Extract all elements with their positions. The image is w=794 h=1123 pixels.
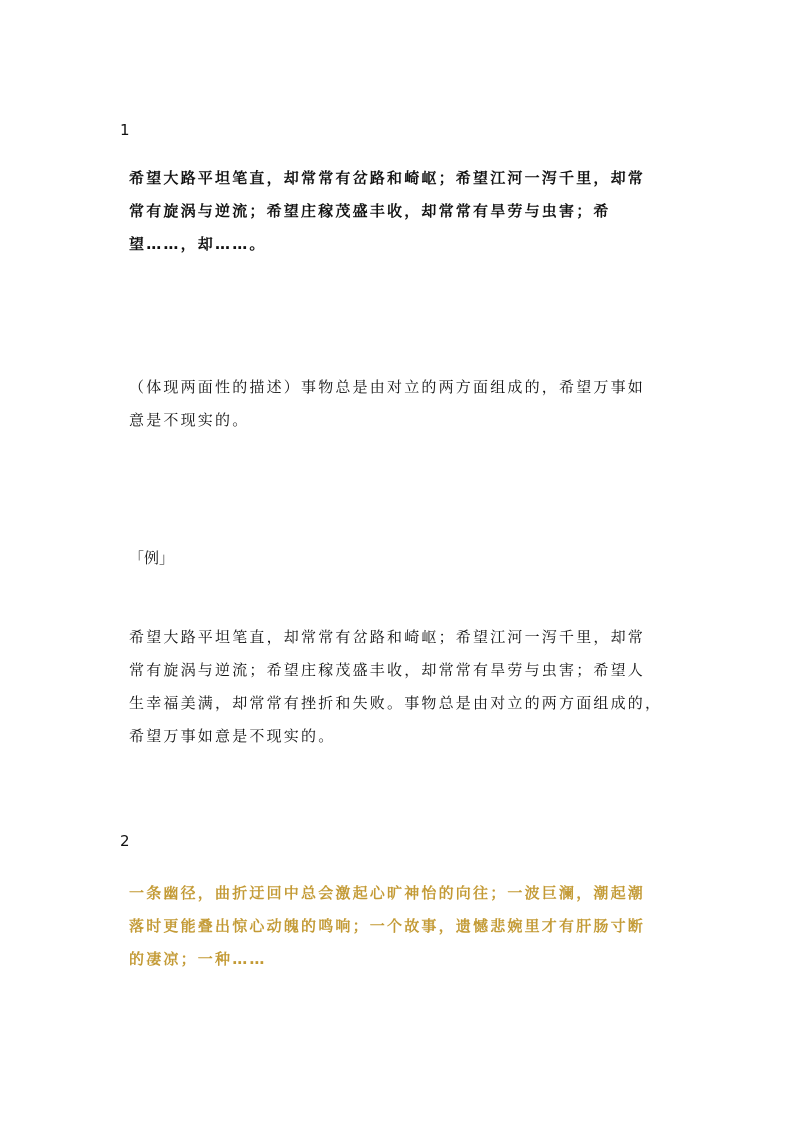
paragraph-line: 常有旋涡与逆流；希望庄稼茂盛丰收，却常常有旱劳与虫害；希 xyxy=(129,202,611,220)
paragraph-line: 希望万事如意是不现实的。 xyxy=(129,727,336,745)
note-paragraph xyxy=(129,371,677,437)
paragraph-line: 的凄凉；一种…… xyxy=(129,950,267,968)
example-label: 「例」 xyxy=(129,549,175,567)
section-number-2: 2 xyxy=(120,832,130,850)
paragraph-line: 生幸福美满，却常常有挫折和失败。事物总是由对立的两方面组成的， xyxy=(129,694,663,712)
paragraph-line: 望……，却……。 xyxy=(129,235,267,253)
example-paragraph xyxy=(129,621,677,753)
paragraph-line: 常有旋涡与逆流；希望庄稼茂盛丰收，却常常有旱劳与虫害；希望人 xyxy=(129,661,646,679)
paragraph-line: 意是不现实的。 xyxy=(129,411,250,429)
prompt-paragraph-1 xyxy=(129,162,677,261)
highlight-paragraph xyxy=(129,877,677,976)
section-number-1: 1 xyxy=(120,121,130,139)
paragraph-line: （体现两面性的描述）事物总是由对立的两方面组成的，希望万事如 xyxy=(129,378,646,396)
paragraph-line: 落时更能叠出惊心动魄的鸣响；一个故事，遗憾悲婉里才有肝肠寸断 xyxy=(129,917,646,935)
paragraph-line: 希望大路平坦笔直，却常常有岔路和崎岖；希望江河一泻千里，却常 xyxy=(129,628,646,646)
paragraph-line: 希望大路平坦笔直，却常常有岔路和崎岖；希望江河一泻千里，却常 xyxy=(129,169,646,187)
paragraph-line: 一条幽径，曲折迂回中总会激起心旷神怡的向往；一波巨澜，潮起潮 xyxy=(129,884,646,902)
